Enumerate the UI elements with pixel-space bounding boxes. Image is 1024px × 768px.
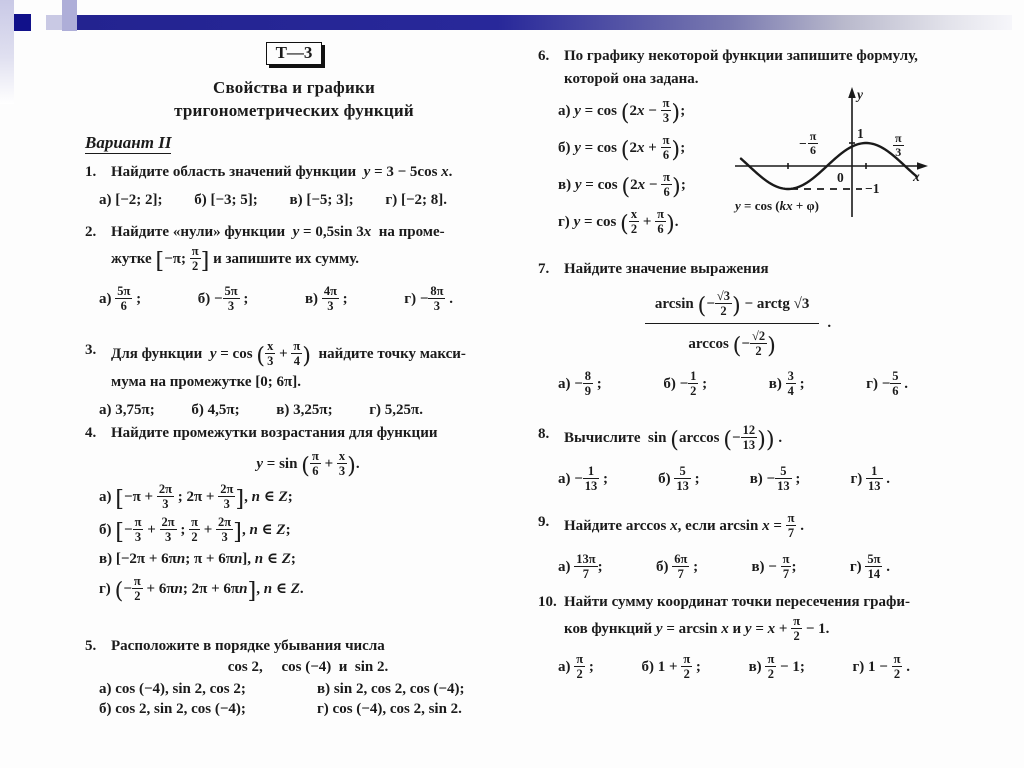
problem-4-option-a: а) [−π + $\frac{2\pi}{3}$ ; 2π + $\frac{2\pi}{3}$ ], n ∈ Z; — [99, 481, 293, 512]
problem-10 — [538, 591, 1012, 681]
problem-3-number: 3. — [85, 342, 97, 358]
problem-9-option-v: в) − $\frac{\pi}{7}$ ; — [751, 552, 797, 581]
problem-3-text-line-1: Для функции y = cos ( $\frac{x}{3}$ + $\frac{\pi}{4}$ ) найдите точку макси- — [111, 339, 466, 370]
problem-1-option-a: а) [−2; 2]; — [99, 191, 163, 208]
problem-1-option-g: г) [−2; 8]. — [385, 191, 447, 208]
problem-5-option-a: а) cos (−4), sin 2, cos 2; — [99, 680, 246, 697]
graph-minus-one-label: −1 — [865, 181, 880, 196]
problem-4-option-v: в) [−2π + 6πn; π + 6πn], n ∈ Z; — [99, 550, 296, 567]
graph-pi-over-3-label: $\frac{\pi}{3}$ — [895, 131, 902, 160]
problem-5-text-line-1: Расположите в порядке убывания числа — [111, 638, 385, 654]
problem-10-option-v: в) $\frac{\pi}{2}$ − 1; — [748, 651, 805, 681]
problem-4-option-g: г) (− $\frac{\pi}{2}$ + 6πn; 2π + 6πn], n ∈ Z. — [99, 574, 304, 605]
graph-minus-pi-over-6-label: − $\frac{\pi}{6}$ — [799, 129, 817, 158]
problem-4-option-b: б) [− $\frac{\pi}{3}$ + $\frac{2\pi}{3}$ ; $\frac{\pi}{2}$ + $\frac{2\pi}{3}$ ], n ∈ Z; — [99, 514, 291, 545]
problem-4 — [85, 422, 505, 603]
periwinkle-band-decoration — [62, 0, 77, 31]
problem-5-number: 5. — [85, 638, 97, 654]
page-title-line-2: тригонометрических функций — [174, 101, 414, 120]
problem-5-numbers-line: cos 2, cos (−4) и sin 2. — [227, 658, 389, 675]
graph-caption: y = cos (kx + φ) — [735, 198, 819, 213]
problem-1-text: Найдите область значений функции y = 3 − 5cos x. — [111, 164, 453, 180]
problem-8-option-g: г) $\frac{1}{13}$ . — [850, 464, 890, 493]
problem-6-option-v: в) y = cos (2x − $\frac{\pi}{6}$ ); — [558, 170, 686, 201]
problem-8-option-b: б) $\frac{5}{13}$ ; — [658, 464, 700, 493]
problem-5-option-v: в) sin 2, cos 2, cos (−4); — [317, 680, 465, 697]
test-tag-box: Т—3 — [266, 42, 323, 65]
problem-5-option-b: б) cos 2, sin 2, cos (−4); — [99, 700, 246, 717]
problem-6-option-a: а) y = cos (2x − $\frac{\pi}{3}$ ); — [558, 96, 686, 127]
problem-3-option-g: г) 5,25π. — [369, 401, 423, 418]
variant-label: Вариант II — [85, 133, 172, 152]
problem-5 — [85, 635, 505, 719]
problem-9-option-a: а) $\frac{13\pi}{7}$ ; — [558, 552, 603, 581]
problem-6-function-graph — [735, 86, 931, 222]
problem-7-expression — [568, 289, 908, 358]
problem-10-number: 10. — [538, 594, 557, 610]
problem-9 — [538, 511, 1012, 581]
left-accent-strip — [0, 0, 14, 104]
problem-9-number: 9. — [538, 514, 550, 530]
problem-7-expression-period: . — [827, 314, 832, 331]
problem-7-option-a: а) − $\frac{8}{9}$ ; — [558, 368, 602, 398]
test-tag-wrapper — [85, 42, 503, 65]
problem-10-text-line-2: ков функций y = arcsin x и y = x + $\frac{\pi}{2}$ − 1. — [564, 613, 830, 643]
problem-7-option-b: б) − $\frac{1}{2}$ ; — [663, 368, 708, 398]
problem-7-expression-denominator: arccos (− $\frac{√2}{2}$ ) — [645, 323, 819, 358]
problem-10-option-b: б) 1 + $\frac{\pi}{2}$ ; — [641, 651, 701, 681]
problem-7-number: 7. — [538, 261, 550, 277]
problem-4-formula: y = sin ( $\frac{\pi}{6}$ + $\frac{x}{3}$ ). — [256, 448, 360, 479]
navy-square-decoration — [14, 14, 31, 31]
problem-2-option-v: в) $\frac{4\pi}{3}$ ; — [304, 283, 348, 313]
top-gradient-bar — [77, 15, 1012, 30]
problem-2-option-g: г) − $\frac{8\pi}{3}$ . — [404, 283, 453, 313]
problem-2-option-b: б) − $\frac{5\pi}{3}$ ; — [197, 283, 249, 313]
problem-9-text: Найдите arccos x, если arcsin x = $\frac{\pi}{7}$ . — [564, 511, 804, 540]
light-square-decoration — [46, 15, 62, 30]
problem-3-text-line-2: мума на промежутке [0; 6π]. — [111, 374, 301, 390]
problem-8-option-a: а) − $\frac{1}{13}$ ; — [558, 464, 609, 493]
problem-4-text-line-1: Найдите промежутки возрастания для функции — [111, 425, 438, 441]
problem-7-expression-numerator: arcsin (− $\frac{√3}{2}$ ) − arctg √3 — [654, 288, 810, 319]
problem-1 — [85, 161, 505, 211]
problem-5-option-g: г) cos (−4), cos 2, sin 2. — [317, 700, 462, 717]
problem-8-number: 8. — [538, 426, 550, 442]
problem-10-option-g: г) 1 − $\frac{\pi}{2}$ . — [852, 651, 910, 681]
problem-6-number: 6. — [538, 48, 550, 64]
problem-2-text-line-2: жутке [−π; $\frac{\pi}{2}$ ] и запишите их сумму. — [111, 243, 360, 274]
problem-3-option-a: а) 3,75π; — [99, 401, 155, 418]
problem-7-text-line-1: Найдите значение выражения — [564, 261, 769, 277]
problem-6-option-g: г) y = cos ( $\frac{x}{2}$ + $\frac{\pi}{6}$ ). — [558, 207, 679, 238]
problem-4-number: 4. — [85, 425, 97, 441]
problem-6-text-line-1: По графику некоторой функции запишите формулу, — [564, 48, 918, 64]
problem-2 — [85, 221, 505, 313]
problem-10-option-a: а) $\frac{\pi}{2}$ ; — [558, 651, 594, 681]
problem-2-text-line-1: Найдите «нули» функции y = 0,5sin 3x на проме- — [111, 224, 445, 240]
graph-y-axis-label: y — [857, 87, 863, 102]
problem-7-option-v: в) $\frac{3}{4}$ ; — [768, 368, 805, 398]
problem-7-option-g: г) − $\frac{5}{6}$ . — [866, 368, 908, 398]
problem-3-option-b: б) 4,5π; — [191, 401, 240, 418]
problem-3 — [85, 339, 505, 421]
problem-1-option-v: в) [−5; 3]; — [289, 191, 354, 208]
graph-x-axis-label: x — [913, 169, 920, 184]
problem-2-number: 2. — [85, 224, 97, 240]
graph-origin-label: 0 — [837, 170, 844, 185]
problem-2-option-a: а) $\frac{5\pi}{6}$ ; — [99, 283, 142, 313]
problem-9-option-b: б) $\frac{6\pi}{7}$ ; — [655, 552, 699, 581]
problem-8-text: Вычислите sin (arccos (− $\frac{12}{13}$ )) . — [564, 423, 783, 454]
problem-7 — [538, 258, 1012, 398]
problem-1-option-b: б) [−3; 5]; — [194, 191, 258, 208]
problem-6-option-b: б) y = cos (2x + $\frac{\pi}{6}$ ); — [558, 133, 686, 164]
graph-one-label: 1 — [857, 126, 864, 141]
problem-1-number: 1. — [85, 164, 97, 180]
problem-8 — [538, 423, 1012, 493]
problem-3-option-v: в) 3,25π; — [276, 401, 333, 418]
problem-6-text-line-2: которой она задана. — [564, 70, 699, 87]
problem-8-option-v: в) − $\frac{5}{13}$ ; — [749, 464, 801, 493]
problem-10-text-line-1: Найти сумму координат точки пересечения графи- — [564, 594, 911, 610]
problem-9-option-g: г) $\frac{5\pi}{14}$ . — [849, 552, 890, 581]
page-title-line-1: Свойства и графики — [213, 78, 375, 97]
